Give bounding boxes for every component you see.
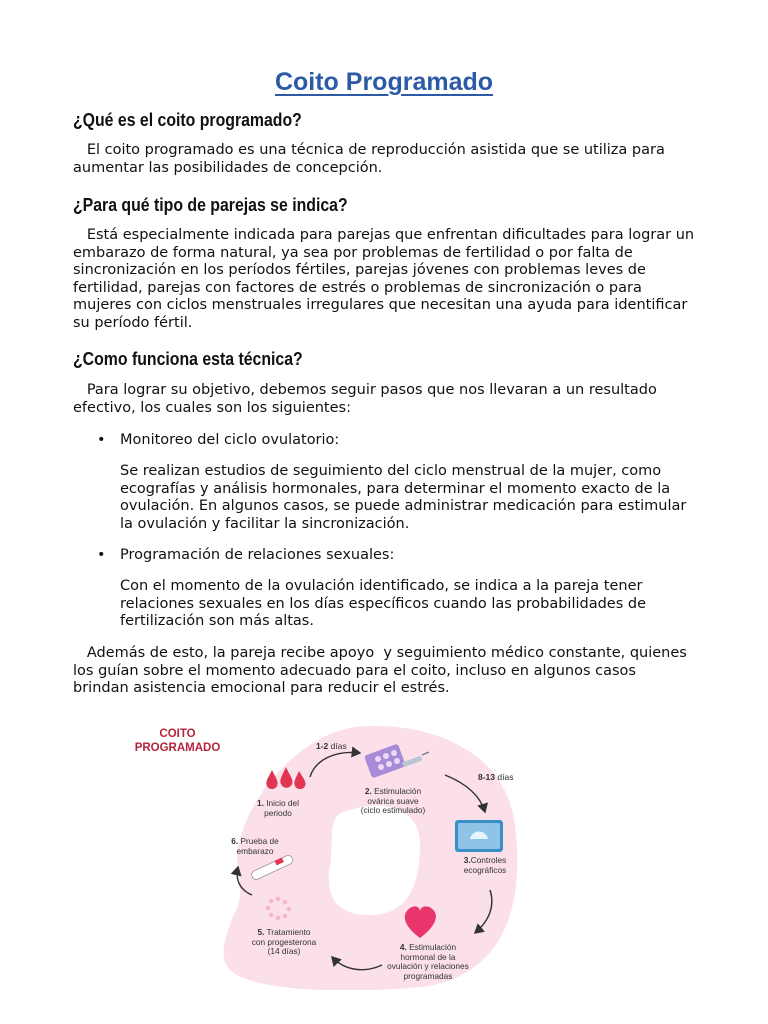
infographic-title (120, 727, 235, 755)
heading-how-it-works: ¿Como funciona esta técnica? (73, 349, 303, 369)
bullet-marker: • (97, 547, 106, 563)
page-title: Coito Programado (274, 68, 494, 96)
step-2-label: 2. Estimulación ovárica suave (ciclo estimulado) (360, 786, 426, 815)
step-3-label: 3.Controles ecográficos (463, 855, 507, 875)
step-1-label: 1. Inicio del periodo (257, 798, 299, 818)
paragraph-closing: Además de esto, la pareja recibe apoyo y seguimiento médico constante, quienes los guían sobre el momento adecuado para el coito, incluso en algunos casos brindan asistencia emocional para reducir el estrés. (73, 645, 692, 697)
paragraph-indicated-for: Está especialmente indicada para parejas que enfrentan dificultades para lograr un embarazo de forma natural, ya sea por problemas de fertilidad o por falta de sincronización en los períodos fértiles, parejas jóvenes con problemas leves de fertilidad, parejas con factores de estrés o problemas de sincronización o para mujeres con ciclos menstruales irregulares que necesitan una ayuda para identificar su período fértil. (73, 227, 699, 331)
step-5-label: 5. Tratamiento con progesterona (14 días) (251, 927, 317, 956)
cycle-infographic (120, 715, 540, 990)
ultrasound-monitor-icon (455, 820, 503, 852)
step-6-label: 6. Prueba de embarazo (231, 836, 279, 856)
paragraph-what-is: El coito programado es una técnica de reproducción asistida que se utiliza para aumentar las posibilidades de concepción. (73, 142, 670, 176)
bullet-title-monitoring: Monitoreo del ciclo ovulatorio: (120, 432, 340, 448)
day-label-2: 8-13 días (478, 772, 514, 782)
paragraph-how-it-works-intro: Para lograr su objetivo, debemos seguir pasos que nos llevaran a un resultado efectivo, los cuales son los siguientes: (73, 382, 662, 416)
infographic-title-line2: PROGRAMADO (134, 742, 221, 754)
step-4-label: 4. Estimulación hormonal de la ovulación y relaciones programadas (387, 942, 469, 981)
bullet-body-monitoring: Se realizan estudios de seguimiento del ciclo menstrual de la mujer, como ecografías y análisis hormonales, para determinar el momento exacto de la ovulación. En algunos casos, se puede administrar medicación para estimular la ovulación y facilitar la sincronización. (120, 463, 687, 532)
heading-what-is: ¿Qué es el coito programado? (73, 110, 302, 130)
bullet-title-scheduling: Programación de relaciones sexuales: (120, 547, 395, 563)
infographic-title-line1: COITO (159, 728, 196, 740)
heading-indicated-for: ¿Para qué tipo de parejas se indica? (73, 195, 348, 215)
bullet-marker: • (97, 432, 106, 448)
day-label-1: 1-2 días (316, 741, 347, 751)
bullet-body-scheduling: Con el momento de la ovulación identificado, se indica a la pareja tener relaciones sexuales en los días específicos cuando las probabilidades de fertilización son más altas. (120, 578, 647, 630)
